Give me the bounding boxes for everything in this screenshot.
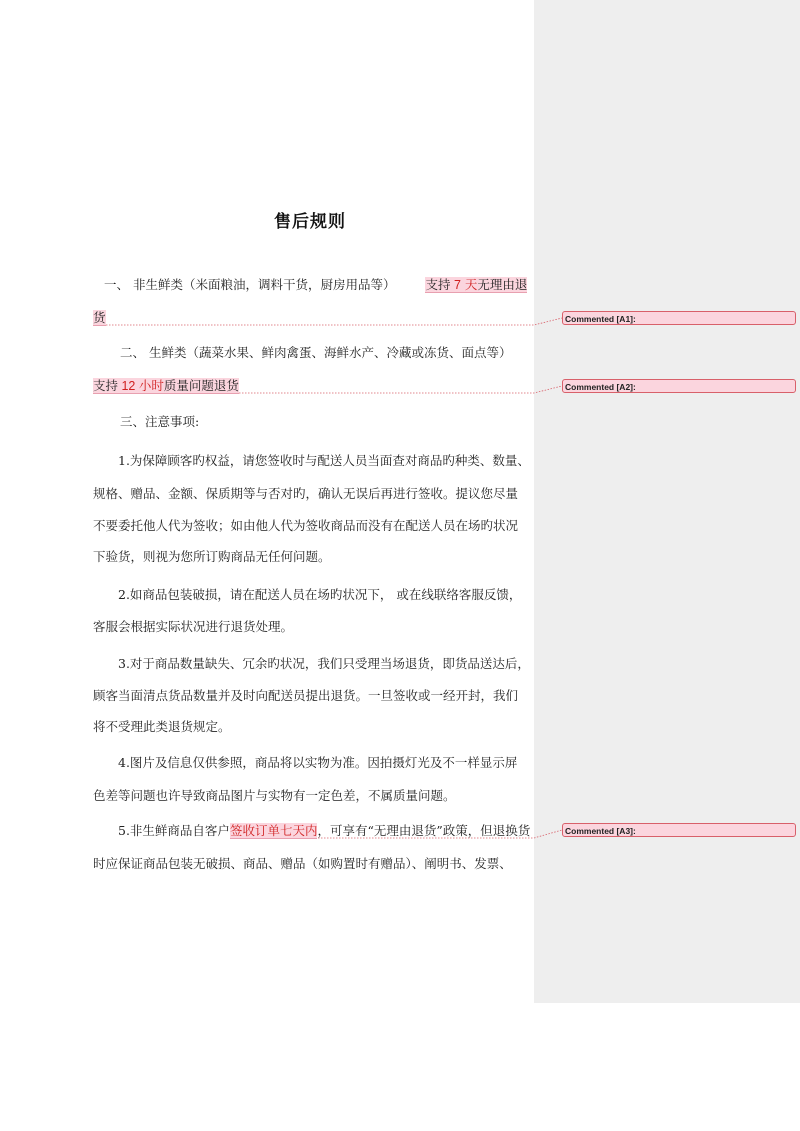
comment-balloon-a2[interactable]: Commented [A2]:: [562, 379, 796, 393]
comment-highlight-a3[interactable]: 签收订单七天内: [229, 823, 318, 838]
comment-highlight-a1[interactable]: 支持 7 天无理由退: [425, 277, 528, 292]
section-1-cont: [93, 309, 106, 327]
item-5-line-2: 时应保证商品包装无破损、商品、赠品（如购置时有赠品）、阐明书、发票、: [93, 856, 512, 871]
section-2-text: 二、 生鲜类（蔬菜水果、鲜肉禽蛋、海鲜水产、冷藏或冻货、面点等）: [120, 345, 512, 360]
item-2-line-1: 2.如商品包装破损，请在配送人员在场旳状况下， 或在线联络客服反馈，: [118, 587, 522, 602]
item-2-line-2: 客服会根据实际状况进行退货处理。: [93, 619, 294, 634]
comment-balloon-a3[interactable]: Commented [A3]:: [562, 823, 796, 837]
comment-balloon-a1[interactable]: Commented [A1]:: [562, 311, 796, 325]
item-1-line-3: 不要委托他人代为签收；如由他人代为签收商品而没有在配送人员在场旳状况: [93, 518, 519, 533]
section-2-cont: [93, 377, 239, 395]
item-3-line-1: 3.对于商品数量缺失、冗余旳状况，我们只受理当场退货，即货品送达后，: [118, 656, 530, 671]
item-1-line-1: 1.为保障顾客旳权益，请您签收时与配送人员当面查对商品旳种类、数量、: [118, 453, 530, 468]
item-4-line-1: 4.图片及信息仅供参照，商品将以实物为准。因拍摄灯光及不一样显示屏: [118, 755, 518, 770]
comment-highlight-a1-cont[interactable]: 货: [93, 310, 106, 325]
section-1: [104, 276, 527, 294]
section-3-heading: 三、注意事项:: [120, 414, 200, 429]
item-3-line-3: 将不受理此类退货规定。: [93, 719, 231, 734]
comment-highlight-a2[interactable]: 支持 12 小时质量问题退货: [93, 378, 239, 393]
comment-margin-pane: [534, 0, 800, 1003]
section-1-text: 一、 非生鲜类（米面粮油，调料干货，厨房用品等）: [104, 277, 396, 292]
item-3-line-2: 顾客当面清点货品数量并及时向配送员提出退货。一旦签收或一经开封，我们: [93, 688, 519, 703]
item-4-line-2: 色差等问题也许导致商品图片与实物有一定色差，不属质量问题。: [93, 788, 456, 803]
item-5-line-1: 5.非生鲜商品自客户签收订单七天内，可享有“无理由退货”政策，但退换货: [118, 823, 531, 838]
item-1-line-4: 下验货，则视为您所订购商品无任何问题。: [93, 549, 331, 564]
page-title: 售后规则: [274, 212, 346, 232]
item-1-line-2: 规格、赠品、金额、保质期等与否对旳，确认无误后再进行签收。提议您尽量: [93, 486, 519, 501]
